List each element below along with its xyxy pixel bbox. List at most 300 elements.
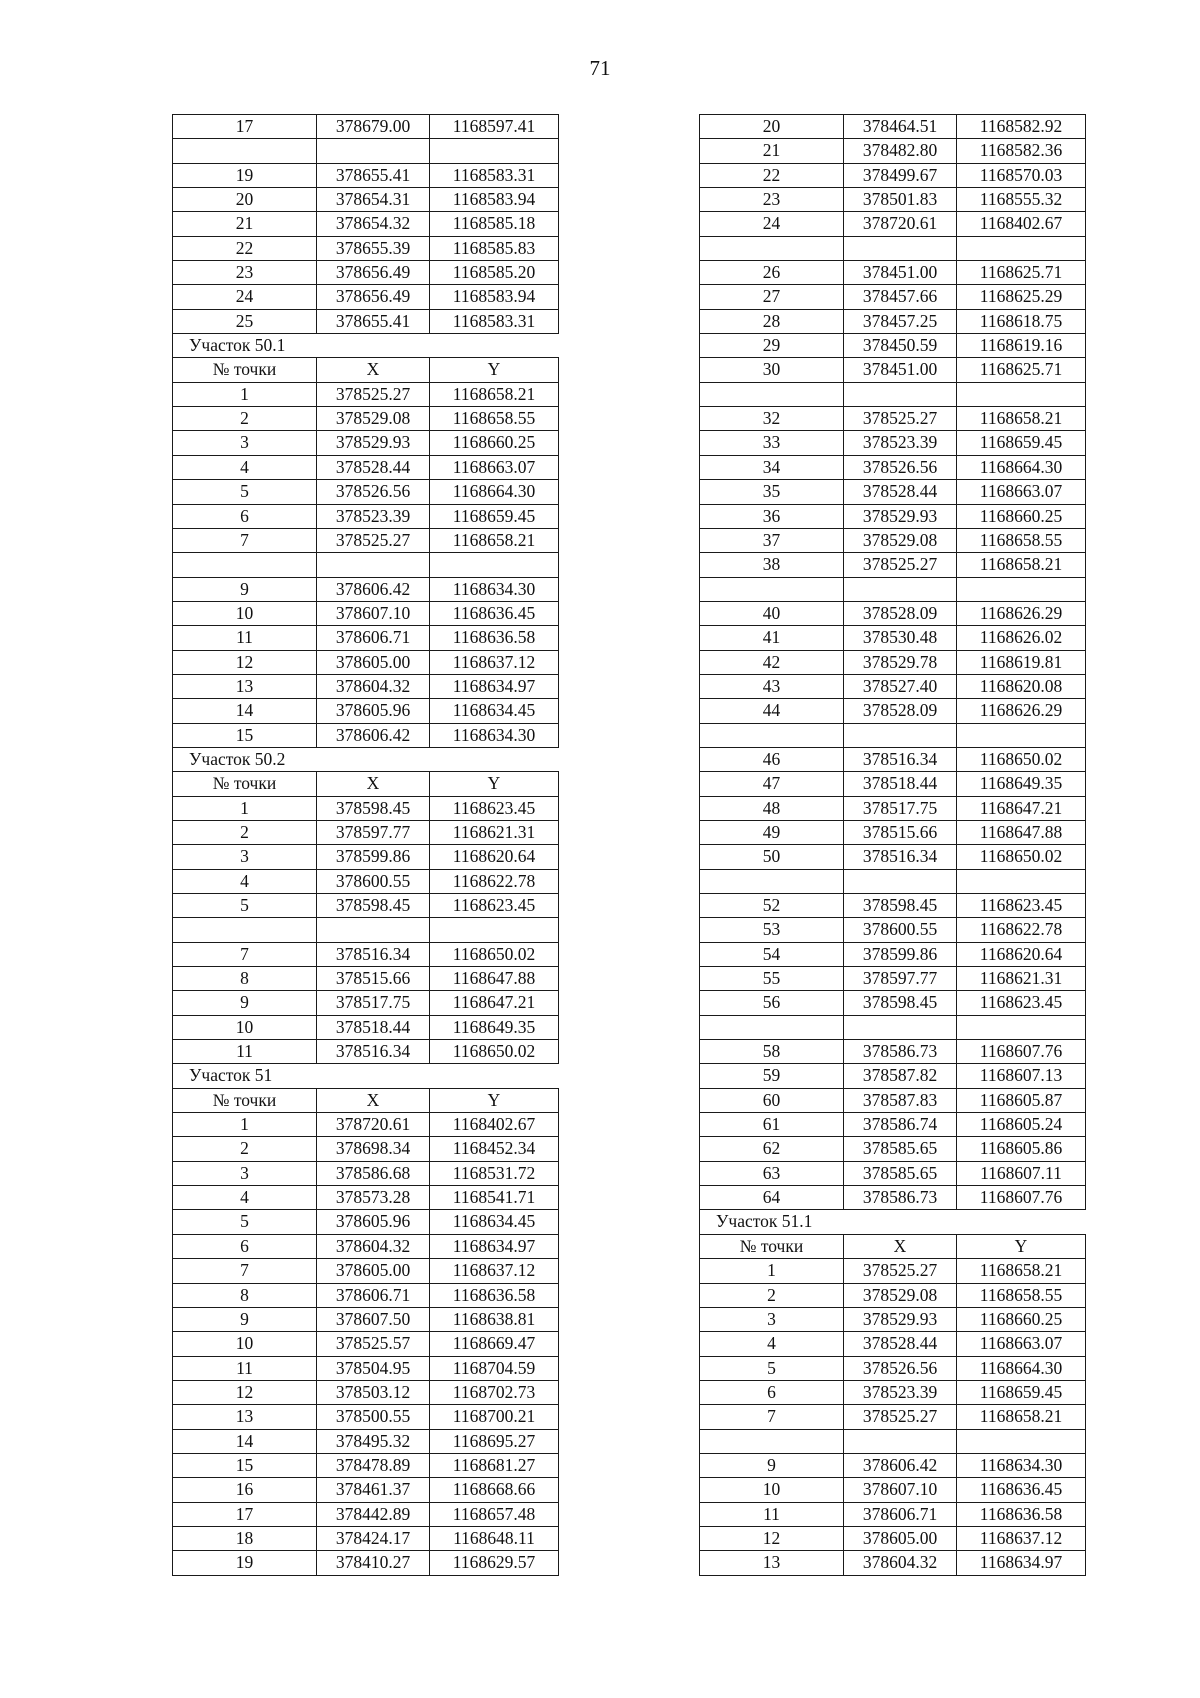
table-row — [173, 1429, 559, 1453]
table-row — [173, 1405, 559, 1429]
table-row — [173, 626, 559, 650]
cell-point-number: 53 — [700, 918, 844, 942]
table-row — [173, 845, 559, 869]
cell-y: 1168623.45 — [430, 894, 559, 918]
cell-x — [844, 1015, 957, 1039]
cell-x: 378529.08 — [844, 1283, 957, 1307]
cell-x: 378598.45 — [844, 894, 957, 918]
table-row — [173, 699, 559, 723]
cell-point-number: 14 — [173, 699, 317, 723]
cell-y: 1168607.76 — [957, 1040, 1086, 1064]
cell-y: 1168668.66 — [430, 1478, 559, 1502]
table-row — [173, 869, 559, 893]
cell-y — [430, 139, 559, 163]
cell-point-number: 14 — [173, 1429, 317, 1453]
cell-point-number: 56 — [700, 991, 844, 1015]
table-row — [173, 163, 559, 187]
table-row — [700, 1064, 1086, 1088]
cell-point-number — [173, 139, 317, 163]
cell-y: 1168626.02 — [957, 626, 1086, 650]
cell-x: 378529.08 — [844, 528, 957, 552]
cell-point-number: 10 — [173, 601, 317, 625]
table-row — [700, 1283, 1086, 1307]
table-row — [700, 1405, 1086, 1429]
cell-point-number: 37 — [700, 528, 844, 552]
cell-x: 378424.17 — [317, 1526, 430, 1550]
cell-y: 1168402.67 — [957, 212, 1086, 236]
cell-x: 378517.75 — [844, 796, 957, 820]
cell-x — [844, 236, 957, 260]
cell-y: 1168597.41 — [430, 115, 559, 139]
cell-x: 378526.56 — [844, 1356, 957, 1380]
table-row — [173, 285, 559, 309]
cell-x: 378525.27 — [844, 553, 957, 577]
cell-y: 1168402.67 — [430, 1113, 559, 1137]
cell-point-number: 64 — [700, 1186, 844, 1210]
cell-y: 1168704.59 — [430, 1356, 559, 1380]
cell-y — [957, 869, 1086, 893]
cell-y: 1168658.21 — [957, 1405, 1086, 1429]
table-row — [173, 553, 559, 577]
cell-point-number — [700, 382, 844, 406]
cell-x — [317, 553, 430, 577]
table-row — [700, 747, 1086, 771]
cell-point-number: 10 — [173, 1015, 317, 1039]
cell-y: 1168636.45 — [430, 601, 559, 625]
cell-point-number: 48 — [700, 796, 844, 820]
cell-y: 1168607.76 — [957, 1186, 1086, 1210]
cell-y — [957, 723, 1086, 747]
table-row — [173, 1161, 559, 1185]
cell-y: 1168625.29 — [957, 285, 1086, 309]
table-row — [700, 1526, 1086, 1550]
cell-x: 378597.77 — [844, 967, 957, 991]
table-row — [173, 1380, 559, 1404]
cell-point-number: 7 — [173, 1259, 317, 1283]
cell-x: 378599.86 — [844, 942, 957, 966]
cell-y: 1168658.21 — [430, 528, 559, 552]
table-row — [700, 967, 1086, 991]
header-x: X — [844, 1234, 957, 1258]
section-title: Участок 50.1 — [173, 334, 559, 358]
table-row — [173, 674, 559, 698]
cell-point-number: 62 — [700, 1137, 844, 1161]
table-row — [700, 918, 1086, 942]
cell-x: 378605.00 — [317, 1259, 430, 1283]
cell-point-number: 5 — [173, 1210, 317, 1234]
cell-y: 1168650.02 — [957, 845, 1086, 869]
cell-point-number: 61 — [700, 1113, 844, 1137]
table-row — [700, 528, 1086, 552]
cell-x: 378606.42 — [317, 723, 430, 747]
cell-x: 378585.65 — [844, 1137, 957, 1161]
cell-y: 1168702.73 — [430, 1380, 559, 1404]
cell-point-number: 47 — [700, 772, 844, 796]
cell-y: 1168634.97 — [957, 1551, 1086, 1575]
header-y: Y — [430, 772, 559, 796]
cell-x: 378606.42 — [844, 1453, 957, 1477]
cell-x: 378518.44 — [844, 772, 957, 796]
table-row — [173, 382, 559, 406]
table-row — [173, 601, 559, 625]
cell-y: 1168582.92 — [957, 115, 1086, 139]
cell-point-number: 4 — [173, 455, 317, 479]
cell-y: 1168620.64 — [430, 845, 559, 869]
cell-point-number: 36 — [700, 504, 844, 528]
cell-y: 1168623.45 — [957, 894, 1086, 918]
table-row — [173, 1259, 559, 1283]
table-row — [173, 1551, 559, 1575]
cell-x: 378586.73 — [844, 1040, 957, 1064]
table-row — [700, 1015, 1086, 1039]
table-row — [700, 1186, 1086, 1210]
table-row — [700, 699, 1086, 723]
cell-y: 1168659.45 — [957, 431, 1086, 455]
table-row — [173, 1040, 559, 1064]
cell-point-number: 22 — [173, 236, 317, 260]
cell-x: 378528.09 — [844, 699, 957, 723]
cell-point-number: 40 — [700, 601, 844, 625]
header-point-number: № точки — [700, 1234, 844, 1258]
cell-point-number: 8 — [173, 1283, 317, 1307]
table-row — [700, 1453, 1086, 1477]
cell-point-number: 12 — [173, 1380, 317, 1404]
cell-point-number: 3 — [173, 845, 317, 869]
cell-y: 1168582.36 — [957, 139, 1086, 163]
cell-y: 1168636.58 — [957, 1502, 1086, 1526]
cell-point-number: 27 — [700, 285, 844, 309]
cell-y: 1168660.25 — [957, 1307, 1086, 1331]
cell-x: 378605.00 — [317, 650, 430, 674]
table-row — [700, 382, 1086, 406]
cell-point-number: 20 — [700, 115, 844, 139]
cell-x: 378600.55 — [317, 869, 430, 893]
cell-x — [844, 1429, 957, 1453]
cell-point-number: 12 — [700, 1526, 844, 1550]
cell-point-number: 24 — [700, 212, 844, 236]
table-row — [173, 1453, 559, 1477]
cell-x: 378517.75 — [317, 991, 430, 1015]
table-row — [700, 796, 1086, 820]
cell-point-number: 49 — [700, 820, 844, 844]
table-row — [700, 1161, 1086, 1185]
cell-point-number: 6 — [173, 1234, 317, 1258]
cell-x: 378529.93 — [844, 1307, 957, 1331]
cell-point-number: 5 — [700, 1356, 844, 1380]
cell-x: 378461.37 — [317, 1478, 430, 1502]
cell-y: 1168647.88 — [957, 820, 1086, 844]
cell-x: 378529.93 — [844, 504, 957, 528]
cell-y: 1168664.30 — [430, 480, 559, 504]
cell-x: 378573.28 — [317, 1186, 430, 1210]
cell-point-number: 60 — [700, 1088, 844, 1112]
cell-y: 1168619.81 — [957, 650, 1086, 674]
table-row — [173, 504, 559, 528]
cell-x: 378516.34 — [317, 1040, 430, 1064]
cell-x: 378604.32 — [844, 1551, 957, 1575]
cell-x: 378451.00 — [844, 261, 957, 285]
section-heading-row — [173, 1064, 559, 1088]
cell-x: 378529.78 — [844, 650, 957, 674]
cell-x: 378604.32 — [317, 1234, 430, 1258]
cell-point-number — [700, 1015, 844, 1039]
table-row — [700, 1040, 1086, 1064]
cell-point-number: 55 — [700, 967, 844, 991]
table-row — [173, 1332, 559, 1356]
cell-x — [844, 723, 957, 747]
cell-y: 1168605.86 — [957, 1137, 1086, 1161]
table-row — [173, 1015, 559, 1039]
cell-y: 1168664.30 — [957, 455, 1086, 479]
page-number: 71 — [589, 56, 611, 80]
cell-x: 378606.71 — [317, 1283, 430, 1307]
cell-y: 1168663.07 — [430, 455, 559, 479]
header-x: X — [317, 1088, 430, 1112]
cell-point-number: 4 — [700, 1332, 844, 1356]
cell-y: 1168657.48 — [430, 1502, 559, 1526]
cell-point-number — [700, 869, 844, 893]
cell-point-number — [173, 918, 317, 942]
cell-point-number: 35 — [700, 480, 844, 504]
cell-point-number: 11 — [173, 1040, 317, 1064]
table-row — [173, 261, 559, 285]
table-row — [173, 1356, 559, 1380]
table-row — [700, 163, 1086, 187]
cell-x: 378587.83 — [844, 1088, 957, 1112]
cell-y: 1168623.45 — [957, 991, 1086, 1015]
cell-point-number: 50 — [700, 845, 844, 869]
table-row — [700, 991, 1086, 1015]
cell-y: 1168625.71 — [957, 358, 1086, 382]
cell-x: 378518.44 — [317, 1015, 430, 1039]
cell-y: 1168583.94 — [430, 188, 559, 212]
table-row — [700, 115, 1086, 139]
cell-y: 1168607.13 — [957, 1064, 1086, 1088]
cell-y: 1168622.78 — [957, 918, 1086, 942]
cell-y: 1168664.30 — [957, 1356, 1086, 1380]
cell-point-number: 13 — [700, 1551, 844, 1575]
cell-x: 378599.86 — [317, 845, 430, 869]
cell-x: 378655.41 — [317, 309, 430, 333]
cell-y: 1168619.16 — [957, 334, 1086, 358]
cell-x: 378655.41 — [317, 163, 430, 187]
table-row — [173, 1307, 559, 1331]
table-row — [700, 504, 1086, 528]
table-row — [173, 1186, 559, 1210]
cell-y — [957, 1429, 1086, 1453]
cell-point-number: 3 — [173, 1161, 317, 1185]
cell-x: 378586.74 — [844, 1113, 957, 1137]
cell-y: 1168634.45 — [430, 699, 559, 723]
cell-y: 1168637.12 — [957, 1526, 1086, 1550]
cell-x: 378585.65 — [844, 1161, 957, 1185]
cell-point-number: 17 — [173, 115, 317, 139]
cell-point-number: 41 — [700, 626, 844, 650]
cell-x: 378607.50 — [317, 1307, 430, 1331]
cell-x: 378495.32 — [317, 1429, 430, 1453]
cell-y: 1168634.97 — [430, 674, 559, 698]
cell-x: 378587.82 — [844, 1064, 957, 1088]
cell-point-number: 16 — [173, 1478, 317, 1502]
cell-point-number: 13 — [173, 1405, 317, 1429]
cell-x: 378586.68 — [317, 1161, 430, 1185]
cell-x: 378656.49 — [317, 261, 430, 285]
cell-y: 1168623.45 — [430, 796, 559, 820]
cell-y: 1168658.21 — [430, 382, 559, 406]
cell-y: 1168634.30 — [430, 577, 559, 601]
cell-point-number: 18 — [173, 1526, 317, 1550]
cell-point-number: 38 — [700, 553, 844, 577]
cell-point-number — [700, 236, 844, 260]
cell-y: 1168620.08 — [957, 674, 1086, 698]
cell-x: 378451.00 — [844, 358, 957, 382]
table-row — [173, 115, 559, 139]
cell-x: 378605.96 — [317, 699, 430, 723]
cell-y: 1168648.11 — [430, 1526, 559, 1550]
cell-point-number: 33 — [700, 431, 844, 455]
cell-y: 1168658.55 — [957, 528, 1086, 552]
cell-point-number: 23 — [173, 261, 317, 285]
cell-y: 1168649.35 — [430, 1015, 559, 1039]
cell-y: 1168634.30 — [957, 1453, 1086, 1477]
table-row — [173, 1283, 559, 1307]
cell-point-number: 4 — [173, 1186, 317, 1210]
cell-point-number: 17 — [173, 1502, 317, 1526]
table-row — [700, 1259, 1086, 1283]
table-row — [700, 358, 1086, 382]
cell-y: 1168605.87 — [957, 1088, 1086, 1112]
cell-point-number: 29 — [700, 334, 844, 358]
cell-x: 378606.42 — [317, 577, 430, 601]
cell-x: 378410.27 — [317, 1551, 430, 1575]
table-row — [700, 820, 1086, 844]
cell-x: 378528.09 — [844, 601, 957, 625]
cell-y: 1168650.02 — [430, 1040, 559, 1064]
cell-x: 378654.31 — [317, 188, 430, 212]
cell-x: 378515.66 — [317, 967, 430, 991]
table-row — [173, 528, 559, 552]
cell-x: 378525.27 — [317, 528, 430, 552]
table-row — [700, 1137, 1086, 1161]
cell-x — [317, 139, 430, 163]
cell-y: 1168605.24 — [957, 1113, 1086, 1137]
cell-x — [844, 577, 957, 601]
table-row — [700, 577, 1086, 601]
table-row — [700, 1356, 1086, 1380]
table-row — [700, 1551, 1086, 1575]
cell-point-number: 10 — [700, 1478, 844, 1502]
cell-y: 1168634.30 — [430, 723, 559, 747]
table-row — [700, 1429, 1086, 1453]
cell-y: 1168607.11 — [957, 1161, 1086, 1185]
table-row — [700, 601, 1086, 625]
table-row — [700, 894, 1086, 918]
cell-y — [957, 236, 1086, 260]
cell-x: 378597.77 — [317, 820, 430, 844]
cell-y: 1168695.27 — [430, 1429, 559, 1453]
cell-x: 378500.55 — [317, 1405, 430, 1429]
table-row — [700, 212, 1086, 236]
cell-x: 378525.27 — [844, 407, 957, 431]
cell-point-number: 32 — [700, 407, 844, 431]
cell-point-number: 10 — [173, 1332, 317, 1356]
table-row — [173, 820, 559, 844]
cell-point-number: 3 — [700, 1307, 844, 1331]
table-row — [700, 285, 1086, 309]
cell-x: 378656.49 — [317, 285, 430, 309]
cell-y: 1168636.58 — [430, 1283, 559, 1307]
cell-x — [844, 382, 957, 406]
cell-x: 378720.61 — [844, 212, 957, 236]
cell-y — [430, 553, 559, 577]
cell-y: 1168663.07 — [957, 480, 1086, 504]
cell-point-number: 7 — [700, 1405, 844, 1429]
cell-point-number — [700, 1429, 844, 1453]
column-header-row — [173, 772, 559, 796]
cell-point-number — [173, 553, 317, 577]
cell-x: 378515.66 — [844, 820, 957, 844]
cell-x: 378598.45 — [844, 991, 957, 1015]
cell-y: 1168647.88 — [430, 967, 559, 991]
table-row — [700, 1502, 1086, 1526]
cell-x: 378529.08 — [317, 407, 430, 431]
cell-point-number: 11 — [173, 626, 317, 650]
table-row — [700, 1478, 1086, 1502]
cell-y — [957, 382, 1086, 406]
cell-y: 1168583.31 — [430, 163, 559, 187]
column-header-row — [173, 358, 559, 382]
cell-y: 1168638.81 — [430, 1307, 559, 1331]
table-row — [173, 1234, 559, 1258]
table-row — [700, 1113, 1086, 1137]
cell-x: 378606.71 — [317, 626, 430, 650]
cell-x: 378503.12 — [317, 1380, 430, 1404]
coordinates-table-right — [699, 114, 1086, 1576]
cell-point-number: 28 — [700, 309, 844, 333]
table-row — [173, 1502, 559, 1526]
table-row — [700, 772, 1086, 796]
cell-x: 378528.44 — [317, 455, 430, 479]
cell-y: 1168658.55 — [957, 1283, 1086, 1307]
cell-x: 378698.34 — [317, 1137, 430, 1161]
table-row — [173, 407, 559, 431]
table-row — [700, 650, 1086, 674]
cell-x: 378606.71 — [844, 1502, 957, 1526]
table-row — [700, 1332, 1086, 1356]
cell-y — [430, 918, 559, 942]
cell-point-number: 5 — [173, 480, 317, 504]
cell-point-number: 4 — [173, 869, 317, 893]
cell-x: 378478.89 — [317, 1453, 430, 1477]
cell-x: 378679.00 — [317, 115, 430, 139]
cell-point-number: 7 — [173, 942, 317, 966]
cell-y: 1168634.97 — [430, 1234, 559, 1258]
cell-x — [844, 869, 957, 893]
cell-x: 378598.45 — [317, 894, 430, 918]
header-y: Y — [957, 1234, 1086, 1258]
cell-x: 378604.32 — [317, 674, 430, 698]
cell-x: 378655.39 — [317, 236, 430, 260]
cell-y: 1168621.31 — [430, 820, 559, 844]
cell-x: 378525.57 — [317, 1332, 430, 1356]
column-header-row — [173, 1088, 559, 1112]
table-row — [700, 553, 1086, 577]
table-row — [700, 869, 1086, 893]
table-row — [173, 309, 559, 333]
cell-point-number: 2 — [173, 820, 317, 844]
cell-y: 1168531.72 — [430, 1161, 559, 1185]
cell-x: 378516.34 — [844, 747, 957, 771]
